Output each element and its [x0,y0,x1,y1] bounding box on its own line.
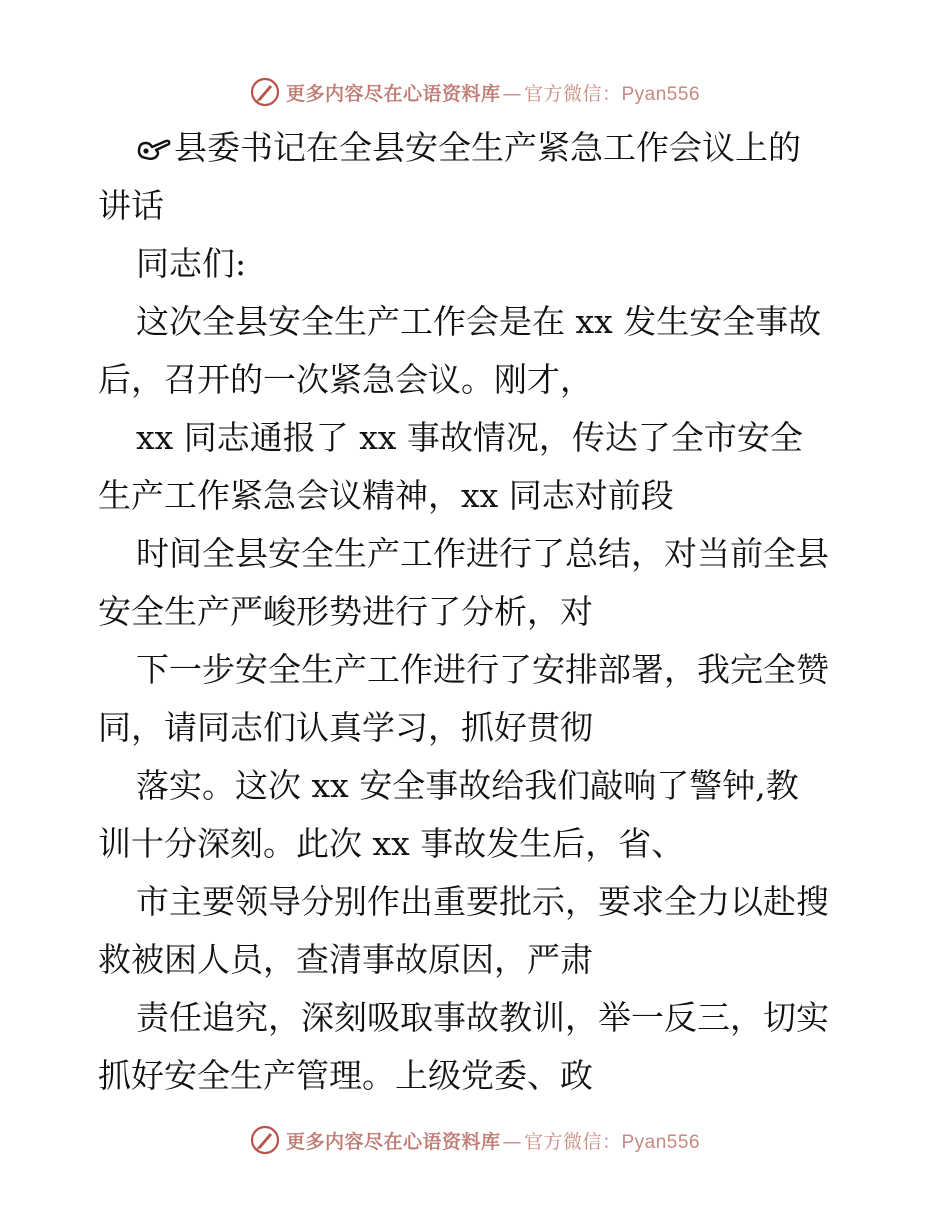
paragraph-line: xx 同志通报了 xx 事故情况，传达了全市安全 [136,418,803,457]
paragraph-line: 安全生产严峻形势进行了分析，对 [98,592,593,631]
paragraph-line: 下一步安全生产工作进行了安排部署，我完全赞 [136,650,829,689]
paragraph-line: 责任追究，深刻吸取事故教训，举一反三，切实 [136,998,829,1037]
watermark-dash: — [502,1130,522,1153]
document-title: 县委书记在全县安全生产紧急工作会议上的 [174,128,801,167]
watermark-bold-text: 更多内容尽在心语资料库 [285,1130,501,1153]
quill-seal-icon [250,77,280,107]
paragraph-line: 落实。这次 xx 安全事故给我们敲响了警钟,教 [136,766,799,805]
watermark-wechat-id: Pyan556 [621,1131,701,1153]
paragraph-line: 这次全县安全生产工作会是在 xx 发生安全事故 [136,302,822,341]
header-watermark [0,70,950,114]
watermark-text [286,1127,700,1154]
watermark-text [286,79,700,106]
watermark-wechat-id: Pyan556 [621,83,701,105]
paragraph-line: 同，请同志们认真学习，抓好贯彻 [98,708,593,747]
document-title-line-1 [136,122,801,174]
footer-watermark [0,1118,950,1162]
paragraph-line: 时间全县安全生产工作进行了总结，对当前全县 [136,534,829,573]
paragraph-line: 同志们: [136,244,247,283]
watermark-dash: — [502,82,522,105]
paragraph-line: 救被困人员，查清事故原因，严肃 [98,940,593,979]
paragraph-line: 训十分深刻。此次 xx 事故发生后，省、 [98,824,685,863]
paragraph-line: 后，召开的一次紧急会议。刚才， [98,360,593,399]
paragraph-line: 生产工作紧急会议精神，xx 同志对前段 [98,476,674,515]
document-title-line-2: 讲话 [98,186,164,225]
watermark-rest-text: 官方微信： [523,1130,622,1153]
watermark-rest-text: 官方微信： [523,82,622,105]
paragraph-line: 抓好安全生产管理。上级党委、政 [98,1056,593,1095]
paragraph-line: 市主要领导分别作出重要批示，要求全力以赴搜 [136,882,829,921]
watermark-bold-text: 更多内容尽在心语资料库 [285,82,501,105]
quill-seal-icon [250,1125,280,1155]
hand-pointer-icon [136,133,172,163]
